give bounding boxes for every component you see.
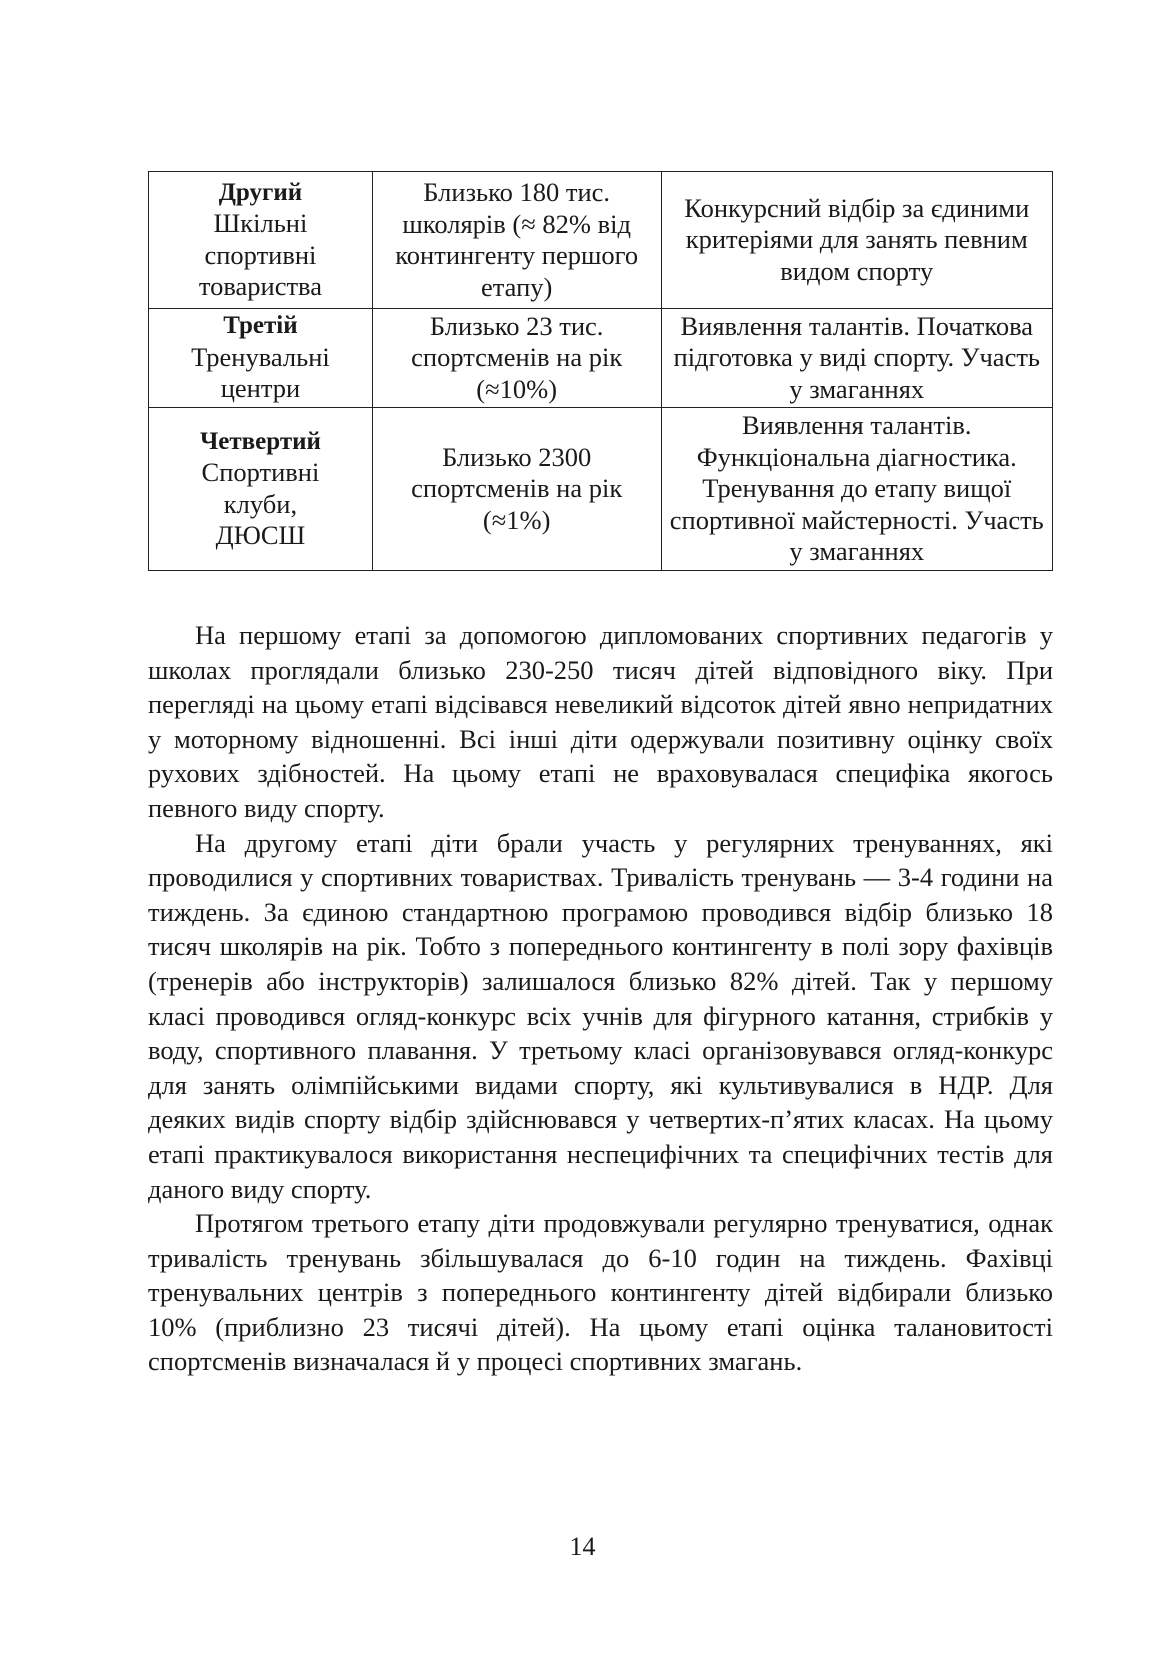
stage-organization: Тренувальні центри — [191, 341, 330, 404]
stage-cell — [149, 408, 373, 571]
stage-name: Третій — [223, 312, 298, 340]
paragraph: На другому етапі діти брали участь у регулярних тренуваннях, які проводилися у спортивних товариствах. Тривалість тренувань — 3-4 години на тиждень. За єдиною стандартною програмою проводився відбір близько 18 тисяч школярів на рік. Тобто з попереднього контингенту в полі зору фахівців (тренерів або інструкторів) залишалося близько 82% дітей. Так у першому класі проводився огляд-конкурс всіх учнів для фігурного катання, стрибків у воду, спортивного плавання. У третьому класі організовувався огляд-конкурс для занять олімпійськими видами спорту, які культивувалися в НДР. Для деяких видів спорту відбір здійснювався у четвертих-п’ятих класах. На цьому етапі практикувалося використання неспецифічних та специфічних тестів для даного виду спорту. — [148, 827, 1053, 1204]
count-cell: Близько 180 тис. школярів (≈ 82% від контингенту першого етапу) — [372, 172, 661, 309]
table-row — [149, 309, 1053, 408]
stage-cell — [149, 309, 373, 408]
paragraph: На першому етапі за допомогою дипломованих спортивних педагогів у школах проглядали близько 230-250 тисяч дітей відповідного віку. При перегляді на цьому етапі відсівався невеликий відсоток дітей явно непридатних у моторному відношенні. Всі інші діти одержували позитивну оцінку своїх рухових здібностей. На цьому етапі не враховувалася специфіка якогось певного виду спорту. — [148, 620, 1053, 823]
count-cell: Близько 23 тис. спортсменів на рік (≈10%) — [372, 309, 661, 408]
activity-cell: Виявлення талантів. Початкова підготовка у виді спорту. Участь у змаганнях — [661, 309, 1052, 408]
stage-organization: Шкільні спортивні товариства — [198, 208, 322, 301]
activity-cell: Конкурсний відбір за єдиними критеріями для занять певним видом спорту — [661, 172, 1052, 309]
stage-name: Четвертий — [199, 427, 321, 455]
table-row — [149, 172, 1053, 309]
activity-cell: Виявлення талантів. Функціональна діагностика. Тренування до етапу вищої спортивної майстерності. Участь у змаганнях — [661, 408, 1052, 571]
stage-name: Другий — [218, 178, 303, 206]
body-text — [148, 618, 1053, 1379]
table-row — [149, 408, 1053, 571]
paragraph: Протягом третього етапу діти продовжували регулярно тренуватися, однак тривалість тренувань збільшувалася до 6-10 годин на тиждень. Фахівці тренувальних центрів з попереднього контингенту дітей відбирали близько 10% (приблизно 23 тисячі дітей). На цьому етапі оцінка талановитості спортсменів визначалася й у процесі спортивних змагань. — [148, 1208, 1053, 1377]
stage-cell — [149, 172, 373, 309]
selection-stages-table — [148, 171, 1053, 571]
stage-organization: Спортивні клуби, ДЮСШ — [201, 457, 320, 550]
count-cell: Близько 2300 спортсменів на рік (≈1%) — [372, 408, 661, 571]
page-number: 14 — [569, 1532, 596, 1561]
